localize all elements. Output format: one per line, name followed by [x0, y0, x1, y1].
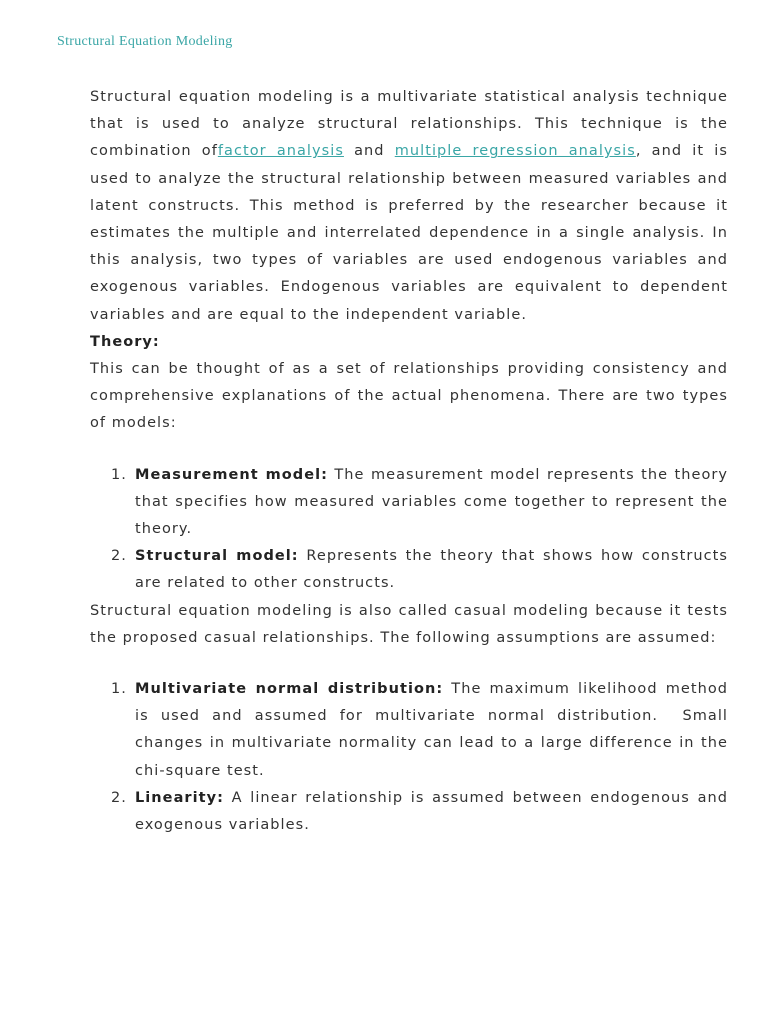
assumptions-intro-paragraph: Structural equation modeling is also called casual modeling because it tests the proposed casual relationships. The following assumptions are assumed: [90, 602, 728, 646]
spacer [90, 438, 728, 462]
list-item-text: Represents the theory that shows how constructs are related to other constructs. [135, 548, 728, 592]
assumptions-list [90, 676, 734, 839]
theory-heading: Theory: [90, 333, 160, 350]
list-item-text: A linear relationship is assumed between endogenous and exogenous variables. [135, 789, 728, 834]
intro-text-between: and [343, 143, 395, 160]
intro-text-start: Structural equation modeling is a multivariate statistical analysis technique that is used to analyze structural relationships. This technique is the combination of [90, 89, 728, 160]
list-item-text: The measurement model represents the theory that specifies how measured variables come together to represent the theory. [135, 466, 729, 538]
document-header-title: Structural Equation Modeling [57, 34, 233, 49]
intro-text-end: , and it is used to analyze the structural relationship between measured variables and latent constructs. This method is preferred by the researcher because it estimates the multiple and interrelated dependence in a single analysis. In this analysis, two types of variables are used endogenous variables and exogenous variables. Endogenous variables are equivalent to dependent variables and are equal to the independent variable. [90, 143, 728, 323]
list-item-text: The maximum likelihood method is used and assumed for multivariate normal distribution. Small changes in multivariate normality can lead to a large difference in the chi-square test. [135, 681, 734, 779]
list-item-number: 1. [111, 466, 127, 483]
multiple-regression-analysis-link[interactable]: multiple regression analysis [394, 143, 636, 160]
list-item-number: 1. [111, 681, 127, 698]
list-item [90, 676, 734, 785]
list-item-title: Multivariate normal distribution: [135, 681, 444, 698]
list-item-title: Structural model: [135, 548, 299, 565]
list-item-title: Linearity: [135, 789, 224, 806]
theory-paragraph: This can be thought of as a set of relationships providing consistency and comprehensive explanations of the actual phenomena. There are two types of models: [90, 361, 728, 432]
factor-analysis-link[interactable]: factor analysis [217, 143, 344, 160]
list-item [90, 785, 728, 839]
list-item [90, 462, 728, 544]
list-item-title: Measurement model: [135, 466, 328, 483]
models-list [90, 462, 728, 598]
list-item [90, 543, 728, 597]
intro-paragraph [90, 84, 728, 329]
list-item-number: 2. [111, 548, 127, 565]
spacer [90, 652, 728, 676]
list-item-number: 2. [111, 789, 127, 806]
document-body [90, 84, 734, 839]
